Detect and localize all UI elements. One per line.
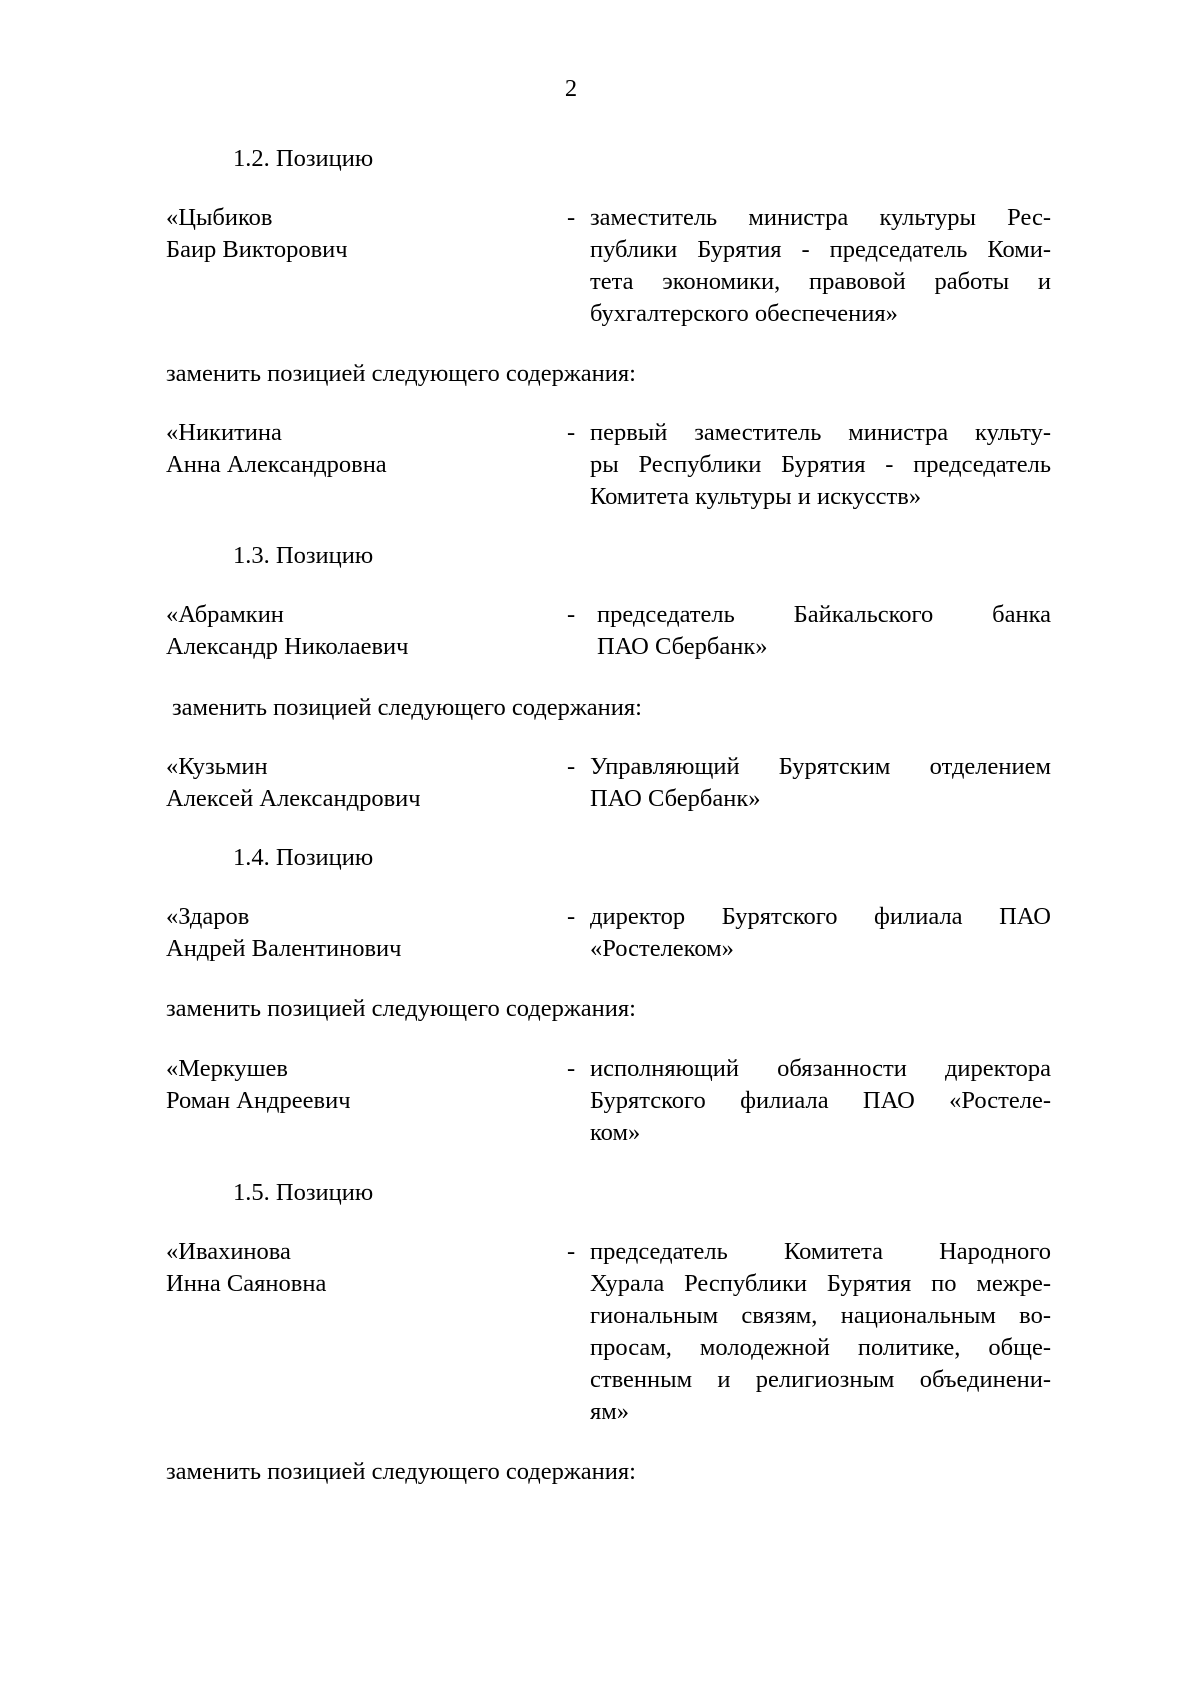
entry-dash: -: [567, 753, 576, 780]
new-description-line: первый заместитель министра культу-: [590, 419, 1051, 446]
entry-dash: -: [567, 903, 576, 930]
old-description-line: заместитель министра культуры Рес-: [590, 204, 1051, 231]
old-description-line: ственным и религиозным объединени-: [590, 1366, 1051, 1393]
new-description-line: Бурятского филиала ПАО «Ростеле-: [590, 1087, 1051, 1114]
new-given-names: Алексей Александрович: [166, 785, 421, 812]
replace-instruction: заменить позицией следующего содержания:: [166, 360, 636, 387]
section-heading: 1.5. Позицию: [233, 1179, 374, 1206]
replace-instruction: заменить позицией следующего содержания:: [172, 694, 642, 721]
entry-dash: -: [567, 204, 576, 231]
old-surname: «Ивахинова: [166, 1238, 291, 1265]
old-description-line: тета экономики, правовой работы и: [590, 268, 1051, 295]
new-surname: «Никитина: [166, 419, 282, 446]
old-description-line: председатель Комитета Народного: [590, 1238, 1051, 1265]
new-surname: «Меркушев: [166, 1055, 288, 1082]
replace-instruction: заменить позицией следующего содержания:: [166, 1458, 636, 1485]
old-description-line: гиональным связям, национальным во-: [590, 1302, 1051, 1329]
new-surname: «Кузьмин: [166, 753, 268, 780]
new-description-line: ком»: [590, 1119, 641, 1146]
old-description-line: «Ростелеком»: [590, 935, 734, 962]
new-description-line: исполняющий обязанности директора: [590, 1055, 1051, 1082]
old-surname: «Цыбиков: [166, 204, 273, 231]
old-given-names: Андрей Валентинович: [166, 935, 402, 962]
new-description-line: Комитета культуры и искусств»: [590, 483, 922, 510]
new-description-line: ПАО Сбербанк»: [590, 785, 761, 812]
section-heading: 1.4. Позицию: [233, 844, 374, 871]
old-description-line: просам, молодежной политике, обще-: [590, 1334, 1051, 1361]
entry-dash: -: [567, 1055, 576, 1082]
old-given-names: Баир Викторович: [166, 236, 348, 263]
old-surname: «Здаров: [166, 903, 250, 930]
old-description-line: Хурала Республики Бурятия по межре-: [590, 1270, 1051, 1297]
section-heading: 1.2. Позицию: [233, 145, 374, 172]
replace-instruction: заменить позицией следующего содержания:: [166, 995, 636, 1022]
old-surname: «Абрамкин: [166, 601, 284, 628]
old-description-line: бухгалтерского обеспечения»: [590, 300, 898, 327]
section-heading: 1.3. Позицию: [233, 542, 374, 569]
entry-dash: -: [567, 601, 576, 628]
page-number: 2: [564, 75, 578, 102]
old-description-line: ПАО Сбербанк»: [597, 633, 768, 660]
entry-dash: -: [567, 1238, 576, 1265]
old-description-line: ям»: [590, 1398, 630, 1425]
old-given-names: Александр Николаевич: [166, 633, 409, 660]
old-given-names: Инна Саяновна: [166, 1270, 327, 1297]
old-description-line: публики Бурятия - председатель Коми-: [590, 236, 1051, 263]
new-given-names: Анна Александровна: [166, 451, 387, 478]
new-description-line: Управляющий Бурятским отделением: [590, 753, 1051, 780]
old-description-line: директор Бурятского филиала ПАО: [590, 903, 1051, 930]
new-given-names: Роман Андреевич: [166, 1087, 351, 1114]
old-description-line: председатель Байкальского банка: [597, 601, 1051, 628]
entry-dash: -: [567, 419, 576, 446]
new-description-line: ры Республики Бурятия - председатель: [590, 451, 1051, 478]
